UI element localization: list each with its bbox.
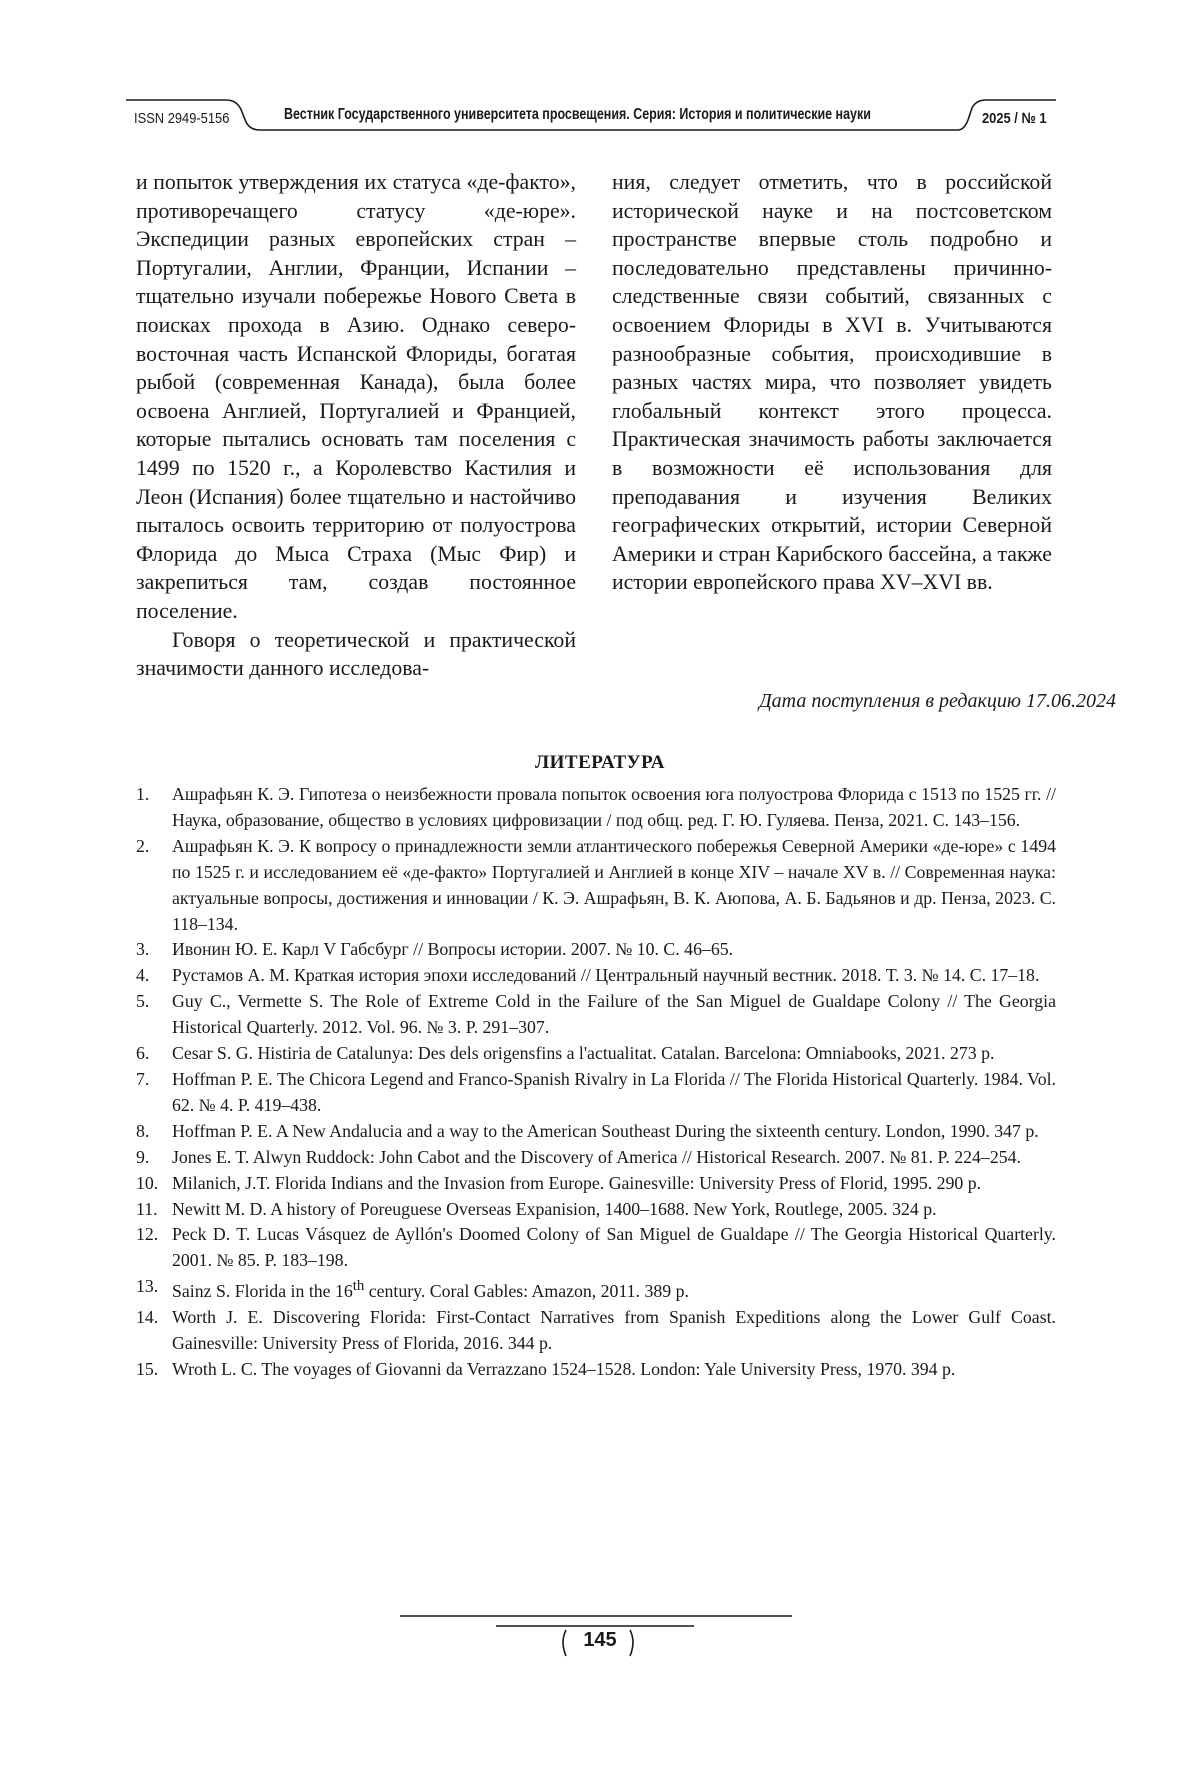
reference-item [136, 1145, 1056, 1171]
running-header [126, 92, 1056, 142]
reference-text: Рустамов А. М. Краткая история эпохи исследований // Центральный научный вестник. 2018. Т. 3. № 14. С. 17–18. [172, 965, 1040, 986]
reference-item [136, 989, 1056, 1041]
reference-item [136, 1197, 1056, 1223]
reference-item [136, 1357, 1056, 1383]
journal-title: Вестник Государственного университета просвещения. Серия: История и политические науки [284, 106, 871, 123]
reference-text: Guy C., Vermette S. The Role of Extreme Cold in the Failure of the San Miguel de Gualdape Colony // The Georgia Historical Quarterly. 2012. Vol. 96. № 3. P. 291–307. [172, 991, 1056, 1038]
reference-number: 8. [136, 1120, 150, 1141]
body-text [136, 168, 1056, 718]
left-column [136, 168, 576, 683]
reference-text: Newitt M. D. A history of Poreuguese Overseas Expanision, 1400–1688. New York, Routlege, 2005. 324 p. [172, 1198, 937, 1219]
reference-number: 10. [136, 1172, 159, 1193]
right-column [612, 168, 1052, 597]
reference-number: 12. [136, 1224, 159, 1245]
reference-text: Hoffman P. E. A New Andalucia and a way to the American Southeast During the sixteenth century. London, 1990. 347 p. [172, 1120, 1039, 1141]
reference-text: th [352, 1278, 365, 1295]
reference-number: 13. [136, 1276, 159, 1297]
reference-number: 9. [136, 1146, 150, 1167]
reference-text: Milanich, J.T. Florida Indians and the Invasion from Europe. Gainesville: University Press of Florid, 1995. 290 p. [172, 1172, 982, 1193]
reference-item [136, 1274, 1056, 1305]
issue-number: 2025 / № 1 [982, 110, 1047, 127]
reference-text: century. Coral Gables: Amazon, 2011. 389 p. [364, 1281, 689, 1302]
reference-text: Ивонин Ю. Е. Карл V Габсбург // Вопросы истории. 2007. № 10. С. 46–65. [172, 939, 734, 960]
reference-number: 11. [136, 1198, 158, 1219]
reference-item [136, 834, 1056, 938]
reference-number: 3. [136, 939, 150, 960]
paragraph: ния, следует отметить, что в российской исторической науке и на постсоветском пространстве впервые столь подробно и последовательно представлены причинно-следственные связи событий, связанных с освоением Флориды в XVI в. Учитываются разнообразные события, происходившие в разных частях мира, что позволяет увидеть глобальный контекст этого процесса. Практическая значимость работы заключается в возможности её использования для преподавания и изучения Великих географических открытий, истории Северной Америки и стран Карибского бассейна, а также истории европейского права XV–XVI вв. [612, 170, 1052, 595]
page-number: 145 [583, 1629, 617, 1651]
reference-item [136, 1067, 1056, 1119]
reference-number: 1. [136, 784, 150, 804]
reference-text: Ашрафьян К. Э. К вопросу о принадлежности земли атлантического побережья Северной Америки «де-юре» с 1494 по 1525 г. и исследованием её «де-факто» Португалией и Англией в конце XIV – начале XV в. // Современная наука: актуальные вопросы, достижения и инновации / К. Э. Ашрафьян, В. К. Аюпова, А. Б. Бадьянов и др. Пенза, 2023. С. 118–134. [172, 835, 1056, 934]
reference-text: Jones E. T. Alwyn Ruddock: John Cabot and the Discovery of America // Historical Research. 2007. № 81. P. 224–254. [172, 1146, 1021, 1167]
reference-text: Wroth L. C. The voyages of Giovanni da Verrazzano 1524–1528. London: Yale University Press, 1970. 394 p. [172, 1358, 956, 1379]
reference-number: 7. [136, 1068, 150, 1089]
reference-item [136, 1171, 1056, 1197]
reference-item [136, 1041, 1056, 1067]
reference-text: Cesar S. G. Histiria de Catalunya: Des dels origensfins a l'actualitat. Catalan. Barcelona: Omniabooks, 2021. 273 p. [172, 1043, 995, 1064]
reference-text: Hoffman P. E. The Chicora Legend and Franco-Spanish Rivalry in La Florida // The Florida Historical Quarterly. 1984. Vol. 62. № 4. P. 419–438. [172, 1068, 1056, 1115]
reference-item [136, 1119, 1056, 1145]
received-date: Дата поступления в редакцию 17.06.2024 [758, 690, 1116, 712]
reference-number: 2. [136, 835, 150, 856]
reference-text: Ашрафьян К. Э. Гипотеза о неизбежности провала попыток освоения юга полуострова Флорида с 1513 по 1525 гг. // Наука, образование, общество в условиях цифровизации / под общ. ред. Г. Ю. Гуляева. Пенза, 2021. С. 143–156. [172, 784, 1056, 830]
reference-text: Peck D. T. Lucas Vásquez de Ayllón's Doomed Colony of San Miguel de Gualdape // The Georgia Historical Quarterly. 2001. № 85. P. 183–198. [172, 1224, 1056, 1271]
reference-list [136, 782, 1056, 1383]
reference-number: 14. [136, 1307, 159, 1328]
reference-number: 15. [136, 1358, 159, 1379]
reference-item [136, 1305, 1056, 1357]
reference-item [136, 937, 1056, 963]
reference-text: Sainz S. Florida in the 16 [172, 1281, 353, 1302]
reference-number: 5. [136, 991, 150, 1012]
paragraph: и попыток утверждения их статуса «де-факто», противоречащего статусу «де-юре». Экспедиции разных европейских стран – Португалии, Англии, Франции, Испании – тщательно изучали побережье Нового Света в поисках прохода в Азию. Однако северо-восточная часть Испанской Флориды, богатая рыбой (современная Канада), была более освоена Англией, Португалией и Францией, которые пытались основать там поселения с 1499 по 1520 г., а Королевство Кастилия и Леон (Испания) более тщательно и настойчиво пыталось освоить территорию от полуострова Флорида до Мыса Страха (Мыс Фир) и закрепиться там, создав постоянное поселение. [136, 170, 576, 623]
issn: ISSN 2949-5156 [134, 110, 230, 127]
reference-number: 6. [136, 1043, 150, 1064]
reference-item [136, 1222, 1056, 1274]
paragraph: Говоря о теоретической и практической значимости данного исследова- [136, 627, 576, 681]
reference-item [136, 782, 1056, 834]
references-heading: ЛИТЕРАТУРА [534, 752, 666, 773]
reference-text: Worth J. E. Discovering Florida: First-Contact Narratives from Spanish Expeditions along the Lower Gulf Coast. Gainesville: University Press of Florida, 2016. 344 p. [172, 1307, 1056, 1353]
reference-number: 4. [136, 965, 150, 986]
reference-item [136, 963, 1056, 989]
